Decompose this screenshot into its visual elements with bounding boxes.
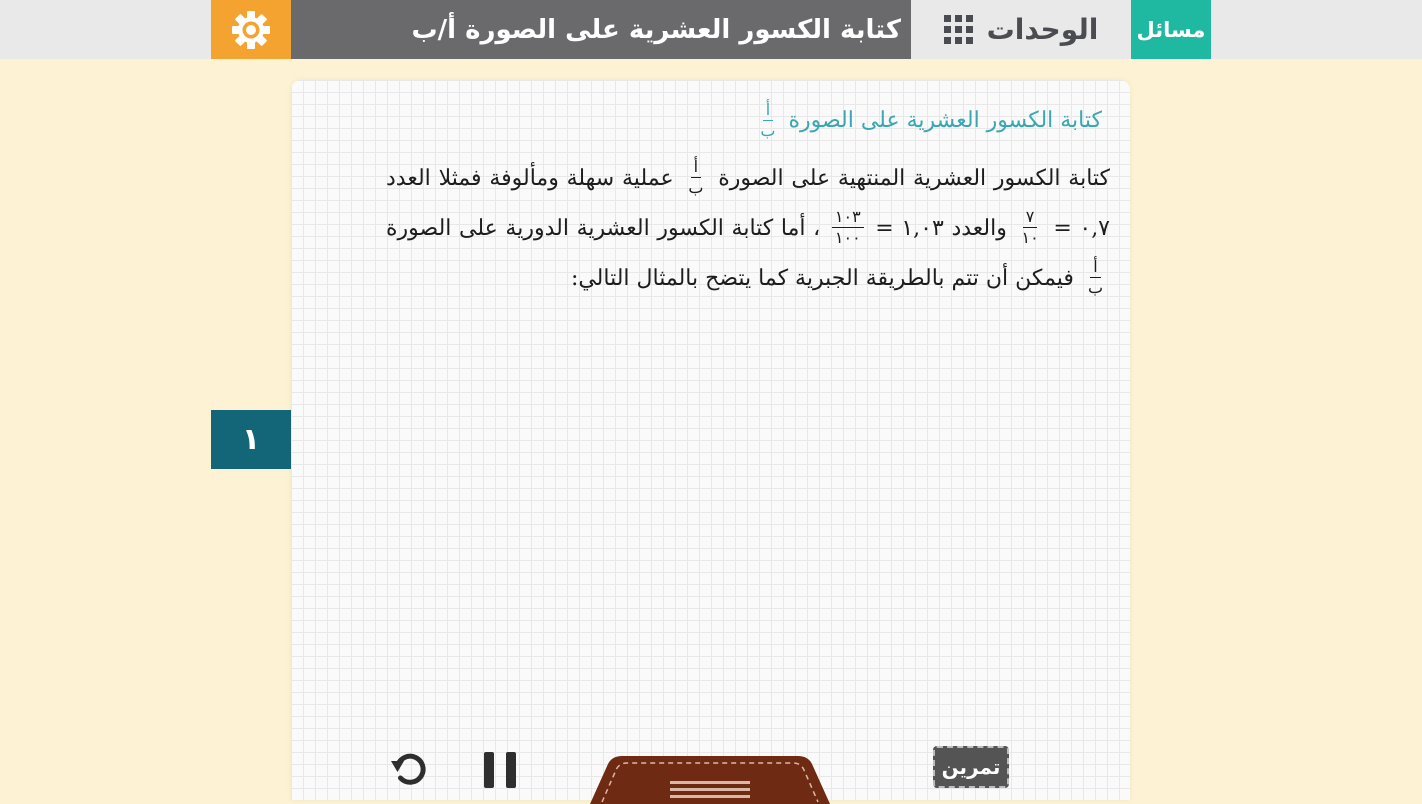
replay-button[interactable] — [388, 748, 432, 792]
fraction-103-hundredths — [832, 206, 864, 247]
fraction-a-over-b — [685, 156, 706, 197]
body-text-segment: كتابة الكسور العشرية المنتهية على الصورة — [718, 166, 1111, 191]
lesson-title-bar — [291, 0, 911, 59]
lesson-title: كتابة الكسور العشرية على الصورة أ/ب — [411, 14, 901, 45]
fraction-denominator: ١٠٠ — [834, 227, 861, 247]
body-text-segment: الدورية على الصورة — [386, 216, 569, 241]
practice-label: تمرين — [941, 755, 1001, 779]
example-tab-label: ١ — [241, 422, 261, 457]
fraction-denominator: ب — [688, 177, 704, 197]
body-text-segment: فيمكن أن تتم بالطريقة الجبرية كما يتضح — [705, 266, 1074, 291]
settings-button[interactable] — [211, 0, 291, 59]
fraction-numerator: أ — [1090, 259, 1100, 278]
fraction-denominator: ب — [1087, 277, 1103, 297]
replay-icon — [388, 748, 432, 792]
example-tab-1[interactable] — [211, 410, 291, 469]
fraction-numerator: ١٠٣ — [832, 209, 864, 228]
fraction-seven-tenths — [1018, 206, 1041, 247]
lesson-heading — [753, 102, 1102, 139]
body-text-segment: عملية سهلة ومألوفة فمثلا — [438, 166, 674, 191]
fraction-a-over-b — [1085, 256, 1106, 297]
units-button[interactable] — [911, 0, 1131, 59]
body-text-segment: ، أما كتابة الكسور العشرية — [576, 216, 821, 241]
units-label: الوحدات — [986, 13, 1099, 46]
problems-button[interactable] — [1131, 0, 1211, 59]
body-text-segment: بالمثال التالي: — [570, 266, 699, 291]
gear-icon — [230, 9, 272, 51]
problems-label: مسائل — [1136, 17, 1206, 42]
top-bar — [0, 0, 1422, 59]
pause-icon — [484, 752, 494, 788]
lesson-paper — [291, 80, 1130, 800]
fraction-numerator: أ — [763, 102, 773, 121]
fraction-numerator: ٧ — [1023, 209, 1038, 228]
practice-button[interactable] — [933, 746, 1009, 788]
fraction-numerator: أ — [691, 159, 701, 178]
grid-menu-icon — [944, 15, 973, 44]
lesson-heading-text: كتابة الكسور العشرية على الصورة — [788, 108, 1102, 133]
body-text-segment: والعدد ١,٠٣ = — [875, 216, 1007, 241]
fraction-denominator: ١٠ — [1021, 227, 1039, 247]
lesson-body — [386, 154, 1110, 304]
drawer-handle[interactable] — [590, 754, 830, 804]
pause-button[interactable] — [484, 752, 516, 790]
fraction-denominator: ب — [760, 121, 776, 140]
body-text-segment: العدد ٠,٧ = — [386, 166, 1111, 241]
fraction-a-over-b — [757, 102, 778, 139]
